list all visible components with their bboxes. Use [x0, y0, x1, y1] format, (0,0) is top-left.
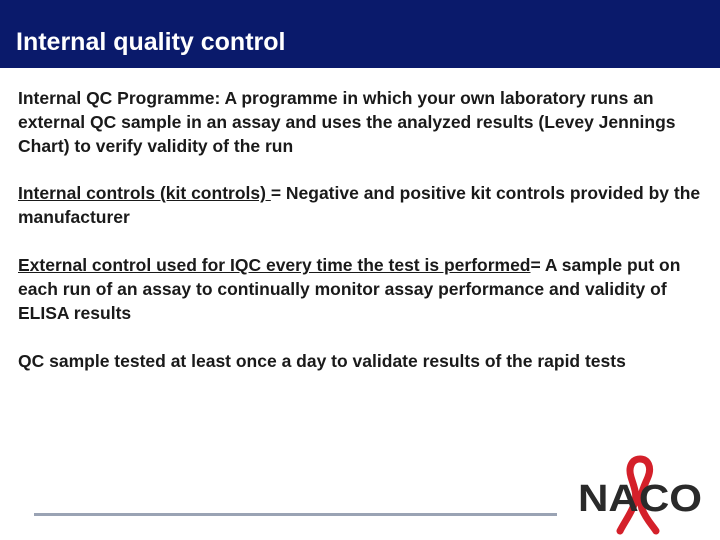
paragraph-internal-qc-programme — [18, 86, 708, 158]
paragraph-text: Internal QC Programme: A programme in which your own laboratory runs an external QC sample in an assay and uses the analyzed results (Levey Jennings Chart) to verify validity of the run — [18, 88, 676, 156]
title-bar — [0, 0, 720, 68]
paragraph-text: QC sample tested at least once a day to validate results of the rapid tests — [18, 351, 626, 371]
footer-divider — [34, 513, 557, 516]
paragraph-internal-controls — [18, 181, 708, 229]
paragraph-qc-sample — [18, 349, 708, 373]
logo-text: NACO — [578, 478, 702, 520]
paragraph-text: = Negative and positive kit controls provided by the manufacturer — [18, 183, 701, 227]
naco-logo — [574, 455, 708, 537]
paragraph-text: = A sample put on each run of an assay to continually monitor assay performance and validity of ELISA results — [18, 255, 681, 323]
paragraph-external-control — [18, 253, 708, 325]
naco-logo-graphic — [574, 455, 708, 537]
slide-title: Internal quality control — [16, 28, 286, 56]
underlined-term: External control used for IQC every time the test is performed — [18, 255, 531, 275]
underlined-term: Internal controls (kit controls) — [18, 183, 271, 203]
